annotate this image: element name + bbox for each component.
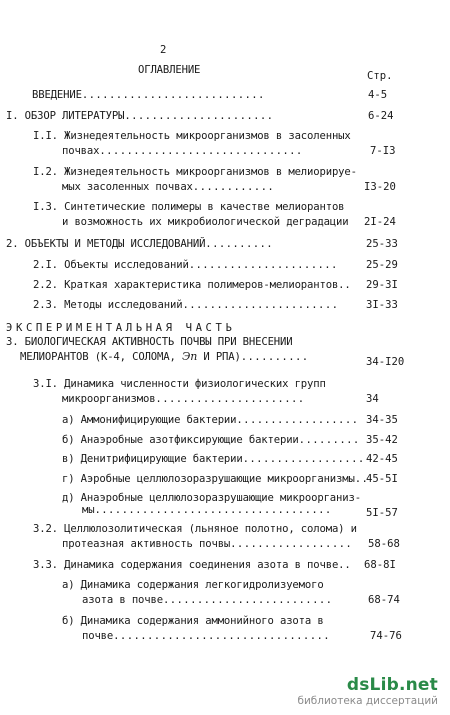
toc-entry-1-1: I.I. Жизнедеятельность микроорганизмов в засоленных <box>33 130 351 142</box>
toc-entry-3-1-g: г) Аэробные целлюлозоразрушающие микроорганизмы.. <box>62 473 369 485</box>
dot-leader: .............................. <box>99 145 303 157</box>
dot-leader: ................................... <box>94 504 332 516</box>
toc-entry-3-1-v: в) Денитрифицирующие бактерии.................. <box>62 453 365 465</box>
toc-entry-2-3: 2.3. Методы исследований....................... <box>33 299 339 311</box>
dot-leader: ........................... <box>81 89 265 101</box>
dot-leader: ...................... <box>124 110 274 122</box>
toc-entry-1-2-cont: мых засоленных почвах............ <box>62 181 275 193</box>
toc-page: 29-3I <box>366 279 398 291</box>
toc-entry-3-3: 3.3. Динамика содержания соединения азота в почве.. <box>33 559 351 571</box>
dot-leader: .................. <box>242 453 365 465</box>
dot-leader: ......................... <box>162 594 333 606</box>
toc-page: 3I-33 <box>366 299 398 311</box>
toc-entry-3-2: 3.2. Целлюлозолитическая (льняное полотно, солома) и <box>33 523 357 535</box>
toc-entry-1-1-cont: почвах.............................. <box>62 145 303 157</box>
toc-entry-3-1-cont: микроорганизмов...................... <box>62 393 305 405</box>
toc-entry-1-2: I.2. Жизнедеятельность микроорганизмов в мелиорируе- <box>33 166 357 178</box>
toc-entry-objects-methods: 2. ОБЪЕКТЫ И МЕТОДЫ ИССЛЕДОВАНИЙ.......... <box>6 238 274 250</box>
toc-entry-introduction: ВВЕДЕНИЕ........................... <box>32 89 265 101</box>
page-number: 2 <box>160 44 167 56</box>
toc-page: 68-8I <box>364 559 396 571</box>
toc-entry-3-1-d: д) Анаэробные целлюлозоразрушающие микроорганиз- <box>62 492 361 504</box>
pages-column-header: Стр. <box>367 70 393 82</box>
toc-entry-3-3-a: а) Динамика содержания легкогидролизуемого <box>62 579 324 591</box>
toc-entry-3-3-b: б) Динамика содержания аммонийного азота в <box>62 615 324 627</box>
toc-page: 5I-57 <box>366 507 398 519</box>
toc-page: 34-35 <box>366 414 398 426</box>
section-experimental-part: ЭКСПЕРИМЕНТАЛЬНАЯ ЧАСТЬ <box>6 322 236 334</box>
toc-entry-3: 3. БИОЛОГИЧЕСКАЯ АКТИВНОСТЬ ПОЧВЫ ПРИ ВНЕСЕНИИ <box>6 336 293 348</box>
dot-leader: ....................... <box>182 299 339 311</box>
watermark-tagline: библиотека диссертаций <box>297 695 438 707</box>
toc-page: 42-45 <box>366 453 398 465</box>
toc-page: 35-42 <box>366 434 398 446</box>
toc-entry-1-3-cont: и возможность их микробиологической деградации <box>62 216 349 228</box>
dot-leader: ............ <box>192 181 275 193</box>
handwritten-insert: Эп <box>181 350 198 363</box>
dot-leader: ......... <box>298 434 360 446</box>
toc-entry-3-1-d-cont: мы................................... <box>82 504 332 516</box>
toc-page: 74-76 <box>370 630 402 642</box>
toc-page: 7-I3 <box>370 145 396 157</box>
toc-entry-3-1-b: б) Анаэробные азотфиксирующие бактерии......... <box>62 434 360 446</box>
toc-entry-3-3-b-cont: почве................................ <box>82 630 331 642</box>
dot-leader: ................................ <box>113 630 331 642</box>
toc-page: 68-74 <box>368 594 400 606</box>
dot-leader: ...................... <box>155 393 305 405</box>
toc-page: 25-29 <box>366 259 398 271</box>
watermark-logo: dsLib.net <box>346 675 438 695</box>
toc-entry-2-2: 2.2. Краткая характеристика полимеров-мелиорантов.. <box>33 279 351 291</box>
toc-entry-literature-review: I. ОБЗОР ЛИТЕРАТУРЫ...................... <box>6 110 274 122</box>
dot-leader: ...................... <box>188 259 338 271</box>
toc-entry-3-1: 3.I. Динамика численности физиологических групп <box>33 378 326 390</box>
dot-leader: .................. <box>230 538 353 550</box>
toc-entry-3-2-cont: протеазная активность почвы.................. <box>62 538 353 550</box>
toc-page: 6-24 <box>368 110 394 122</box>
dot-leader: .......... <box>205 238 274 250</box>
toc-entry-1-3: I.3. Синтетические полимеры в качестве мелиорантов <box>33 201 345 213</box>
toc-page: 4-5 <box>368 89 388 101</box>
toc-entry-3-1-a: а) Аммонифицирующие бактерии.................. <box>62 414 359 426</box>
toc-page: 45-5I <box>366 473 398 485</box>
toc-page: 2I-24 <box>364 216 396 228</box>
toc-entry-2-1: 2.I. Объекты исследований...................... <box>33 259 338 271</box>
toc-page: 58-68 <box>368 538 400 550</box>
toc-page: I3-20 <box>364 181 396 193</box>
toc-heading: ОГЛАВЛЕНИЕ <box>138 64 201 76</box>
dot-leader: .......... <box>240 351 309 363</box>
toc-page: 34 <box>366 393 379 405</box>
watermark <box>297 676 438 708</box>
dot-leader: .. <box>354 473 369 485</box>
toc-entry-3-cont: МЕЛИОРАНТОВ (К-4, СОЛОМА, Эп И РПА).......... <box>20 350 309 363</box>
toc-page: 25-33 <box>366 238 398 250</box>
dot-leader: .................. <box>236 414 359 426</box>
toc-entry-3-3-a-cont: азота в почве......................... <box>82 594 333 606</box>
toc-page: 34-I20 <box>366 356 405 368</box>
